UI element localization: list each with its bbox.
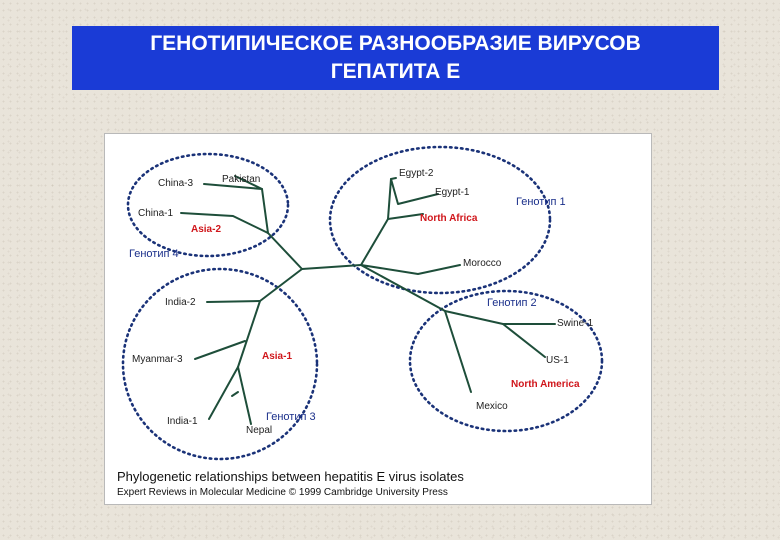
branch-india-2 <box>207 301 260 302</box>
isolate-label-pakistan: Pakistan <box>222 174 261 185</box>
branch-swine-1 <box>445 311 555 324</box>
branch-india-1 <box>209 367 238 419</box>
title-banner <box>72 26 719 90</box>
genotype-4-label: Генотип 4 <box>129 248 179 260</box>
region-label-asia-2: Asia-2 <box>191 224 222 235</box>
isolate-label-egypt-2: Egypt-2 <box>399 168 434 179</box>
branch-mexico <box>445 311 471 392</box>
figure-credit: Expert Reviews in Molecular Medicine © 1999 Cambridge University Press <box>117 487 448 498</box>
branch-genotype-1 <box>361 219 388 265</box>
isolate-label-india-1: India-1 <box>167 416 198 427</box>
isolate-label-china-1: China-1 <box>138 208 174 219</box>
phylogenetic-figure <box>104 133 652 505</box>
isolate-label-egypt-1: Egypt-1 <box>435 187 470 198</box>
branch-egypt-2 <box>391 178 396 179</box>
genotype-1-label: Генотип 1 <box>516 196 566 208</box>
isolate-label-us-1: US-1 <box>546 355 569 366</box>
genotype-2-label: Генотип 2 <box>487 297 537 309</box>
isolate-label-china-3: China-3 <box>158 178 194 189</box>
branch-myanmar-3 <box>195 341 245 359</box>
isolate-label-morocco: Morocco <box>463 258 502 269</box>
title-line-1: ГЕНОТИПИЧЕСКОЕ РАЗНООБРАЗИЕ ВИРУСОВ <box>150 32 641 55</box>
isolate-label-mexico: Mexico <box>476 401 508 412</box>
branch-us-1 <box>503 324 545 357</box>
region-label-north-africa: North Africa <box>420 213 478 224</box>
figure-caption: Phylogenetic relationships between hepatitis E virus isolates <box>117 469 464 484</box>
region-label-north-america: North America <box>511 379 580 390</box>
genotype-3-label: Генотип 3 <box>266 411 316 423</box>
branch-north-africa <box>388 214 423 219</box>
branch-asia-1-twig <box>232 392 238 396</box>
region-label-asia-1: Asia-1 <box>262 351 293 362</box>
isolate-label-swine-1: Swine-1 <box>557 318 594 329</box>
isolate-label-myanmar-3: Myanmar-3 <box>132 354 183 365</box>
title-line-2: ГЕПАТИТА Е <box>330 60 461 83</box>
branch-genotype-4 <box>268 233 302 269</box>
branch-nepal <box>238 367 251 424</box>
isolate-label-nepal: Nepal <box>246 425 273 436</box>
branch-backbone <box>302 265 361 269</box>
isolate-label-india-2: India-2 <box>165 297 196 308</box>
